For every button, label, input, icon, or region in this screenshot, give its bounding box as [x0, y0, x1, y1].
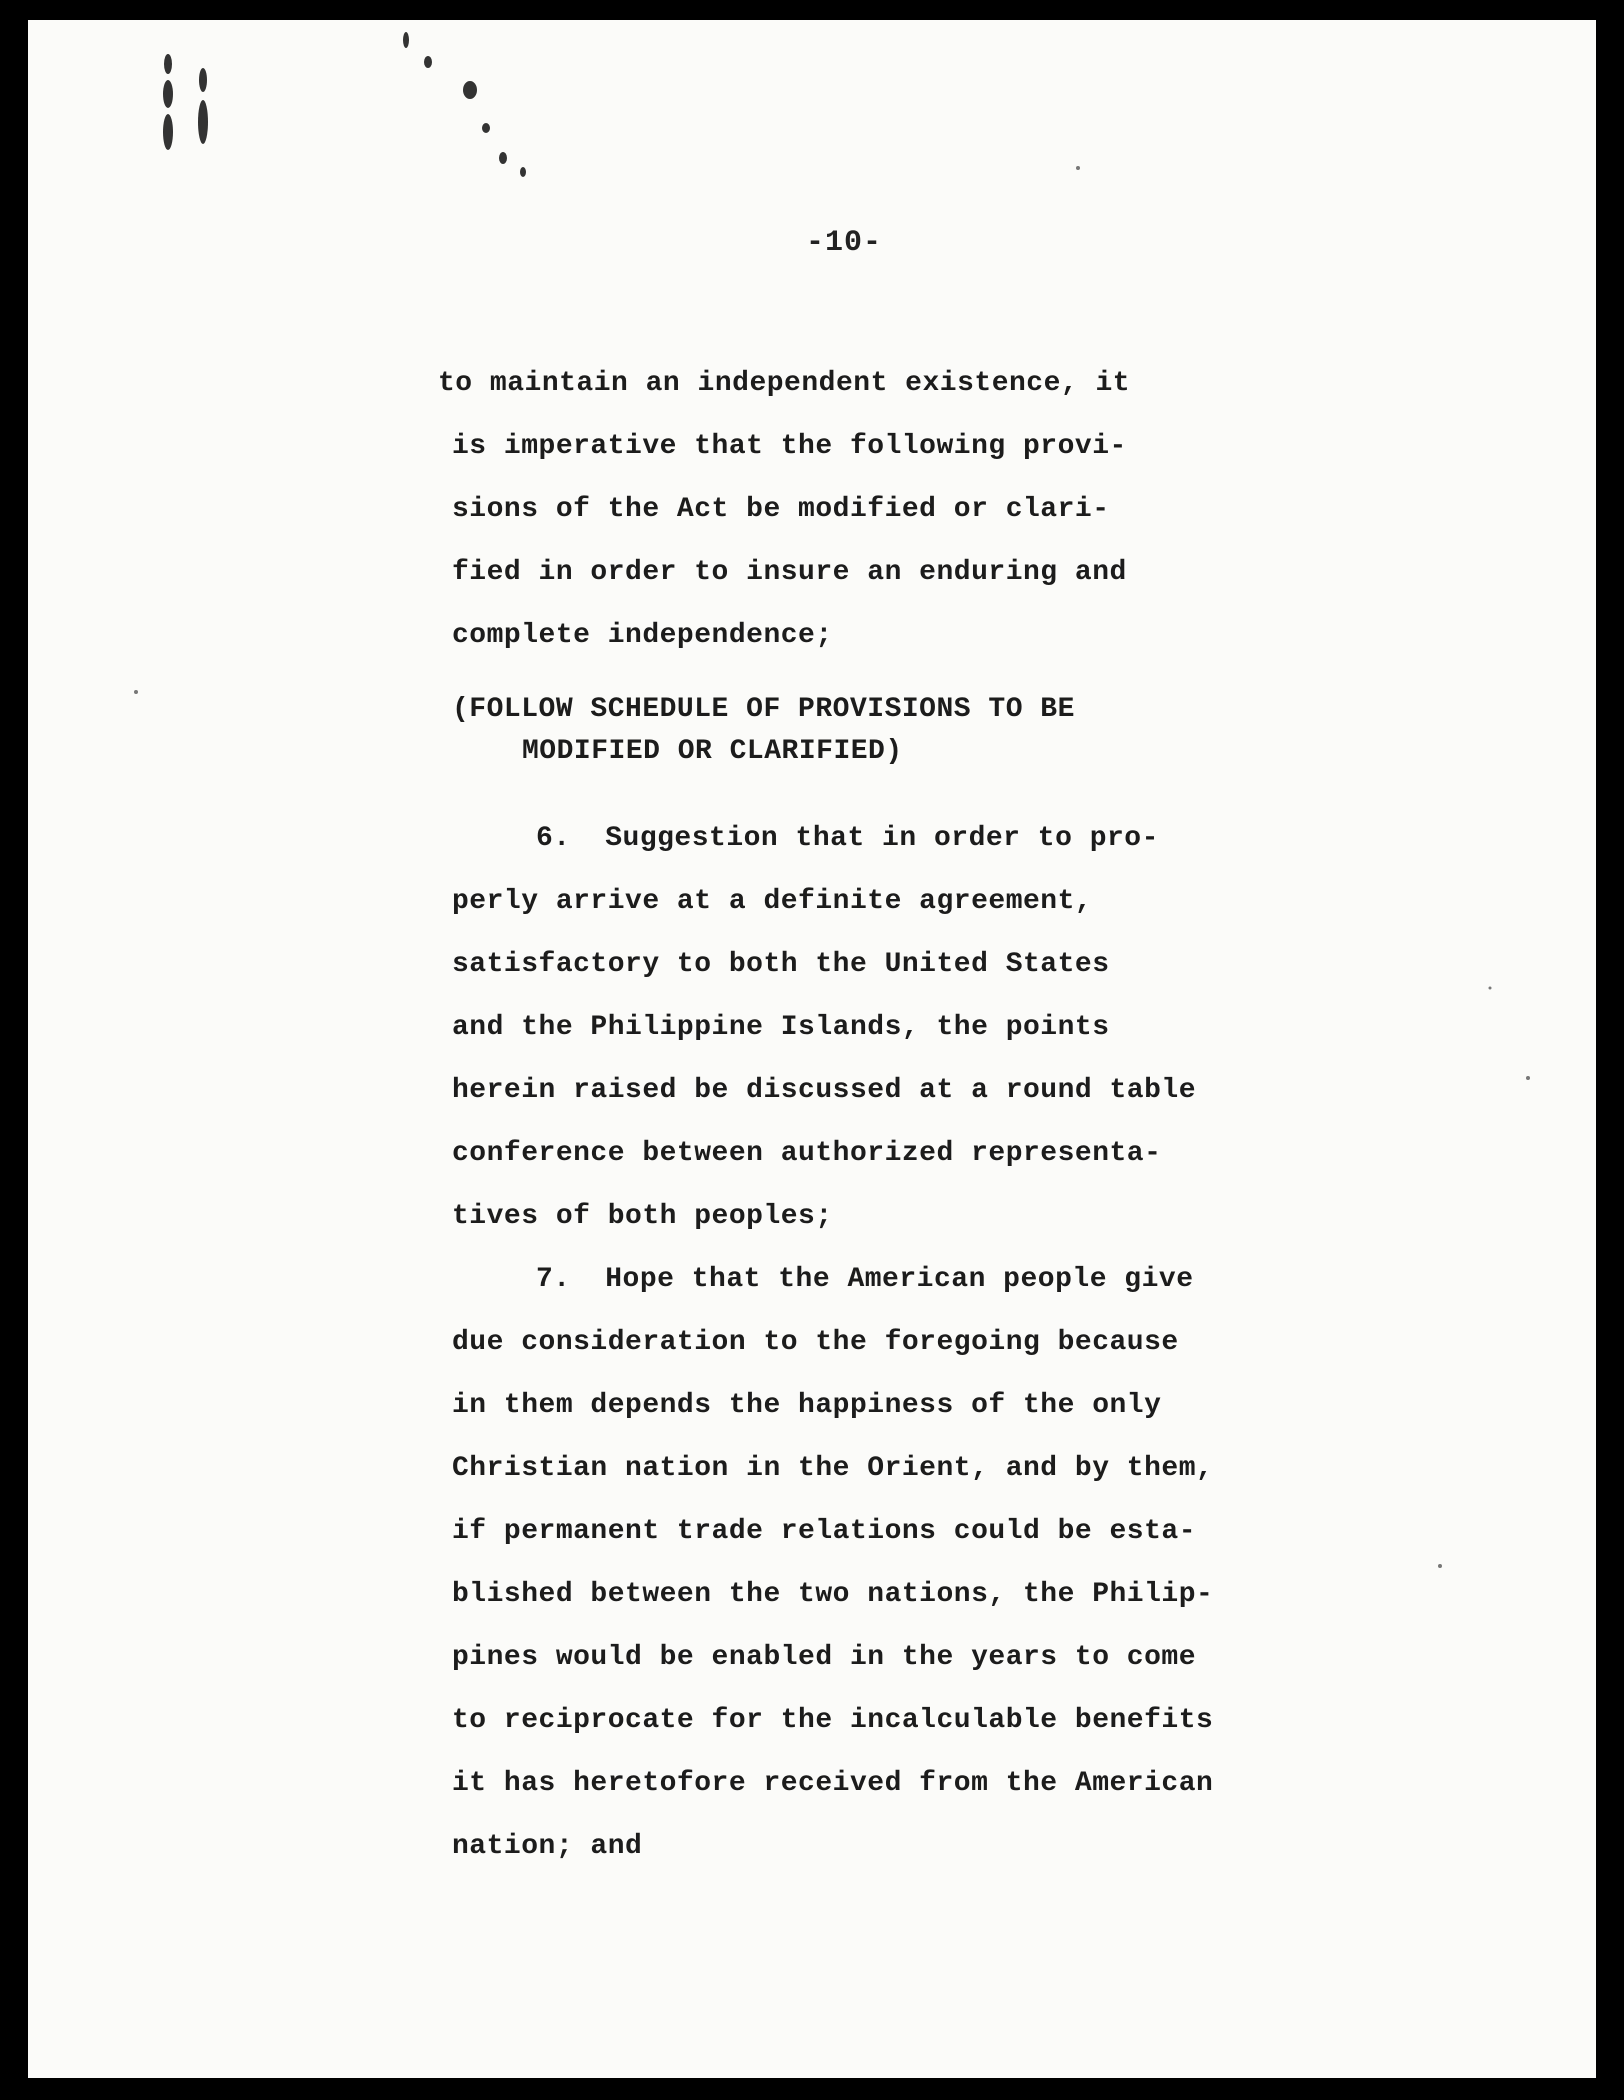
text-line: blished between the two nations, the Philip-: [452, 1579, 1214, 1610]
text-line: to maintain an independent existence, it: [438, 368, 1131, 399]
text-line: 7. Hope that the American people give: [536, 1264, 1194, 1295]
text-line: pines would be enabled in the years to come: [452, 1642, 1197, 1673]
text-line: MODIFIED OR CLARIFIED): [522, 736, 903, 767]
text-line: sions of the Act be modified or clari-: [452, 494, 1110, 525]
item-6-paragraph: [438, 807, 1338, 1248]
text-line: conference between authorized representa-: [452, 1138, 1162, 1169]
document-body: [438, 352, 1338, 1878]
text-line: due consideration to the foregoing because: [452, 1327, 1179, 1358]
text-line: it has heretofore received from the American: [452, 1768, 1214, 1799]
text-line: (FOLLOW SCHEDULE OF PROVISIONS TO BE: [452, 694, 1075, 725]
text-line: is imperative that the following provi-: [452, 431, 1127, 462]
punch-hole-marks: [163, 32, 526, 177]
text-line: fied in order to insure an enduring and: [452, 557, 1127, 588]
text-line: in them depends the happiness of the only: [452, 1390, 1162, 1421]
text-line: 6. Suggestion that in order to pro-: [536, 823, 1159, 854]
document-page: [28, 20, 1596, 2078]
item-7-paragraph: [438, 1248, 1338, 1878]
text-line: and the Philippine Islands, the points: [452, 1012, 1110, 1043]
text-line: herein raised be discussed at a round table: [452, 1075, 1197, 1106]
text-line: perly arrive at a definite agreement,: [452, 886, 1093, 917]
text-line: Christian nation in the Orient, and by them,: [452, 1453, 1214, 1484]
schedule-note: [438, 689, 1338, 773]
text-line: nation; and: [452, 1831, 643, 1862]
text-line: satisfactory to both the United States: [452, 949, 1110, 980]
text-line: to reciprocate for the incalculable benefits: [452, 1705, 1214, 1736]
page-number: -10-: [806, 226, 883, 260]
intro-paragraph: [438, 352, 1338, 667]
text-line: tives of both peoples;: [452, 1201, 833, 1232]
text-line: if permanent trade relations could be esta-: [452, 1516, 1197, 1547]
text-line: complete independence;: [452, 620, 833, 651]
